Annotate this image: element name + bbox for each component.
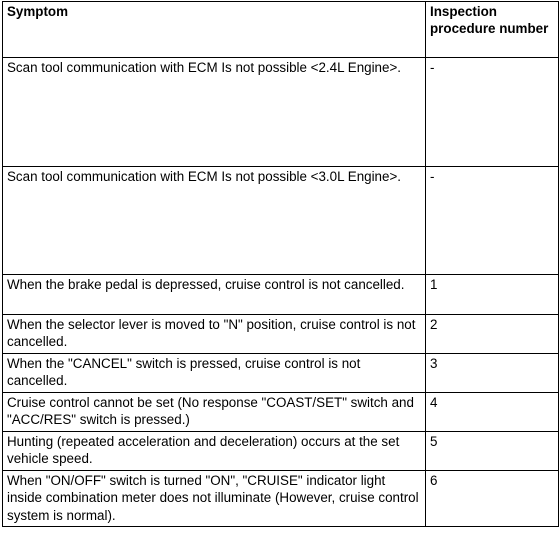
table-row	[3, 167, 559, 275]
symptom-cell: When the brake pedal is depressed, cruise control is not cancelled.	[3, 275, 426, 315]
procedure-cell: -	[426, 58, 559, 167]
table-row	[3, 432, 559, 471]
procedure-cell: 6	[426, 471, 559, 527]
symptom-cell: Scan tool communication with ECM Is not possible <2.4L Engine>.	[3, 58, 426, 167]
table-row	[3, 58, 559, 167]
symptom-cell: When the "CANCEL" switch is pressed, cruise control is not cancelled.	[3, 354, 426, 393]
procedure-cell: 1	[426, 275, 559, 315]
procedure-cell: 3	[426, 354, 559, 393]
table-row	[3, 315, 559, 354]
table-row	[3, 393, 559, 432]
procedure-cell: 2	[426, 315, 559, 354]
table-header-row	[3, 2, 559, 58]
procedure-cell: -	[426, 167, 559, 275]
header-symptom: Symptom	[3, 2, 426, 58]
header-inspection-procedure: Inspection procedure number	[426, 2, 559, 58]
table-row	[3, 471, 559, 527]
symptom-cell: When the selector lever is moved to "N" position, cruise control is not cancelled.	[3, 315, 426, 354]
procedure-cell: 4	[426, 393, 559, 432]
table-row	[3, 354, 559, 393]
procedure-cell: 5	[426, 432, 559, 471]
symptom-cell: Scan tool communication with ECM Is not possible <3.0L Engine>.	[3, 167, 426, 275]
table-row	[3, 275, 559, 315]
symptom-cell: Hunting (repeated acceleration and deceleration) occurs at the set vehicle speed.	[3, 432, 426, 471]
symptom-cell: When "ON/OFF" switch is turned "ON", "CRUISE" indicator light inside combination meter does not illuminate (However, cruise control system is normal).	[3, 471, 426, 527]
symptom-cell: Cruise control cannot be set (No response "COAST/SET" switch and "ACC/RES" switch is pressed.)	[3, 393, 426, 432]
symptom-table	[2, 1, 559, 527]
